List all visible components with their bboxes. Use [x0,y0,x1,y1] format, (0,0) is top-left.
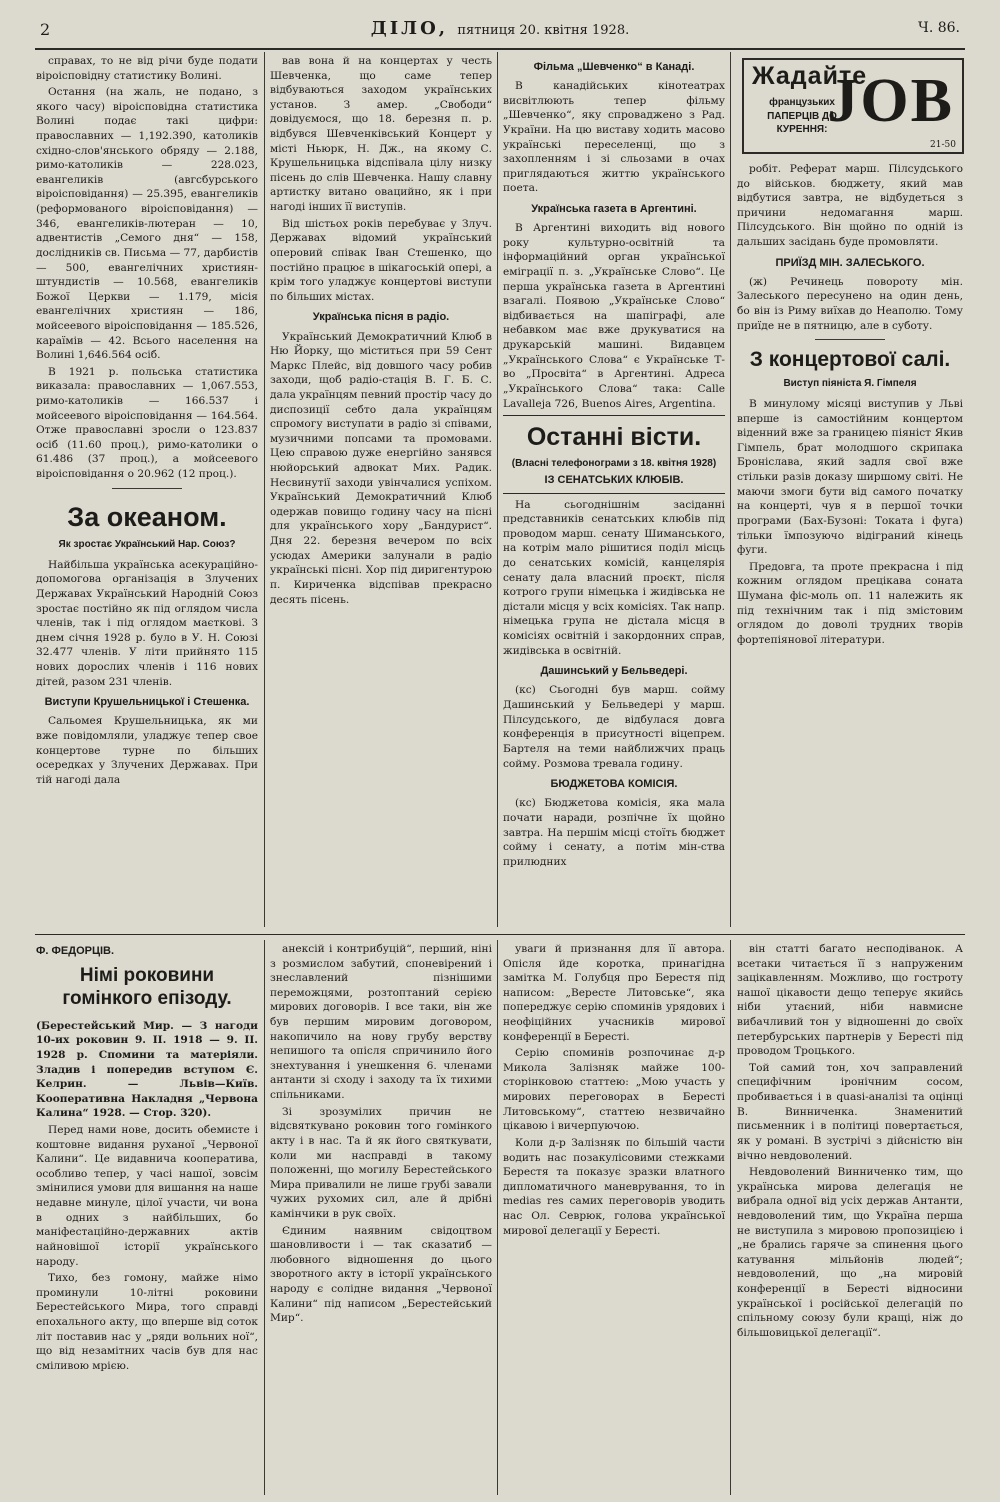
lower-column-3 [503,942,725,1494]
ad-text: французьких ПАПЕРЦІВ ДО КУРЕННЯ: [767,97,837,135]
paragraph: В Аргентині виходить від нового року культурно-освітній та інформаційний орган української еміграції п. з. „Українське Слово“. Це перша українська газета в Аргентині взагалі. Появою „Українське Слово“ відбивається на шапіграфі, але небавком має вже друкуватися на друкарській машині. Видавцем „Українського Слова“ є Українське Т-во „Просвіта“ в Аргентині. Адреса „Українського Слова“ така: Calle Lavalleja 726, Buenos Aires, Argentina. [503,222,725,410]
column-4 [737,162,963,926]
paragraph: Предовга, та проте прекрасна і під кожним оглядом прецікава соната Шумана фіс-моль оп. 11 належить як під технічним так і під змістовим оглядом до доволі трудних творів фортепіянової літератури. [737,560,963,646]
paragraph: (кс) Бюджетова комісія, яка мала почати наради, розпічне їх щойно завтра. На першім місці стоїть бюджет сойму і сенату, а потім мін-ства прилюдних [503,797,725,868]
article-heading: Фільма „Шевченко“ в Канаді. [533,61,695,73]
paragraph: робіт. Реферат марш. Пілсудського до військов. бюджету, який мав відбутися завтра, не відбудеться з причини недомагання марш. Пілсудського. Він щойно по одній із дальших засідань буде промовляти. [737,163,963,249]
paragraph: вав вона й на концертах у честь Шевченка, що саме тепер відбуваються заходом українських установ. З амер. „Свободи“ довідуємося, що 18. березня п. р. відбувся Шевченківський Концерт у місті Ньюрк, Н. Дж., на якому С. Крушельницька відспівала цілу низку пісень до слів Шевченка. Нашу славну артистку витано овацийно, як і при нагоді інших її виступів. [270,55,492,214]
section-heading: ІЗ СЕНАТСЬКИХ КЛЮБІВ. [544,474,684,487]
article-subheading: Виступ піяніста Я. Гімпеля [783,378,917,390]
paragraph: Остання (на жаль, не подано, з якого часу) віроісповідна статистика Волині подає такі цифри: православних — 1,192.390, католиків східно-слов'янського обряду — 2.188, римо-католиків — 228.023, евангеликів (авгсбурського віроісповідання) — 25.395, евангеликів (реформованого віроісповідання) — 346, евангеликів-лютеран — 10, адвентистів „Семого дня“ — 158, дослідників св. Письма — 77, дарбистів — 500, евангелічних християн-штундистів — 10.568, евангеликів Божої Церкви — 1.179, місія евангелічних християн — 186, мойсеевого віроісповідання — 185.526, караїмів — 42. Всього населення на Волині 1,646.564 осіб. [36,86,258,362]
column-divider [730,940,731,1495]
column-divider [497,52,498,927]
paragraph: (кс) Сьогодні був марш. сойму Дашинський у Бельведері у марш. Пілсудського, де відбулася довга конференція в присутності віцепрем. Бартеля на теми найближчих праць сойму. Розмова тревала годину. [503,684,725,770]
article-heading: БЮДЖЕТОВА КОМІСІЯ. [550,778,678,791]
paragraph: Український Демократичний Клюб в Ню Йорку, що міститься при 59 Сент Маркс Плейс, від довшого часу робив заходи, щоб радіо-стація В. Г. Б. С. дала українцям певний простір часу до диспозиції себто дала українцям спромогу виступати в радіо зі співами, музичними попсами та промовами. Цею справою дуже енергійно занявся нюйорський адвокат Мих. Радик. Несвинутії заходи увінчалися успіхом. Український Демократичний Клюб одержав повищо годину часу на пісні для українського хору „Бандурист“. Дня 22. березня вечером по всіх усюдах Америки залунали в радіо українські пісні. Хор під диригентурою п. Кириченка відспівав прекрасно десять пісень. [270,330,492,606]
masthead [40,18,960,39]
lower-column-4 [737,942,963,1494]
column-3 [503,54,725,926]
article-subtitle: (Власні телефонограми з 18. квітня 1928) [511,457,717,469]
paragraph: В минулому місяці виступив у Льві вперше із самостійним концертом віденний вже за границею піяніст Якив Гімпель, брат молодшого скрипака Броніслава, який задля свої вже стільки разів доказу ширшому світі. Не маючи змоги бути від самого початку на концерті, чув я в першої точки програми (Бах-Бузоні: Токата і фуга) тільки їмпозуючо відіграний кінець фуги. [737,398,963,557]
job-logo: JOB [827,67,954,135]
feuilleton-heading: Німі роковини гомінкого епізоду. [62,965,232,1009]
ad-headline: Жадайте [752,62,868,90]
paragraph: Коли д-р Залізняк по більшій части водить нас позакулісовими стежками Берестя та показує зразки влатного дипломатичного маневрування, то in medias res самих переговорів уводить нас Ол. Севрюк, голова української мирової делегації у Бересті. [503,1136,725,1237]
paragraph: Той самий тон, хоч заправлений специфічним іронічним сосом, пробивається і в quasi-аналізі та оцінці В. Винниченка. Знаменитий письменник і в політиці повертається, як у романі. В зустрічі з дійсністю він вічно невдоволений. [737,1061,963,1162]
paragraph: Тихо, без гомону, майже німо проминули 10-літні роковини Берестейського Мира, того справді епохального акту, що вперше від соток літ поставив нас у „ряди вольних ної“, що від незамітних часів був для нас сміливою мрією. [36,1272,258,1372]
paragraph: Невдоволений Винниченко тим, що українська мирова делегація не вибрала одної від усіх держав Антанти, невдоволений тим, що Україна перша не виступила з мировою пропозицією і „не брались гаряче за спинення цього катування мільйонів людей“; невдоволений, що „на мировій конференції в Бересті відносини української і російської делегацій по спільному союзу були кращі, ніж до більшовицької делегації“. [737,1166,963,1339]
paragraph: В канадійських кінотеатрах висвітлюють тепер фільму „Шевченко“, яку спроваджено з Рад. України. На цю виставу ходить масово українські переселенці, що з захопленням і зі сльозами в очах приглядаються життю українського поета. [503,80,725,195]
divider [815,339,885,340]
header-rule [35,48,965,50]
book-citation: (Берестейський Мир. — З нагоди 10-их роковин 9. II. 1918 — 9. II. 1928 р. Спомини та матеріяли. Зладив і попередив вступом Є. Келрин. — Львів—Київ. Кооперативна Накладня „Червона Калина“ 1928. — Стор. 320). [36,1019,258,1120]
author-name: Ф. ФЕДОРЦІВ. [36,945,115,957]
article-heading-za-okeanom: За океаном. [67,501,227,532]
paragraph: Зі зрозумілих причин не відсвяткувано роковин того гомінкого акту і в нас. Та й як його святкувати, коли ми насправді в такому положенні, що могилу Берестейського Мира привалили не лише грубі завали чужих рухомих сил, але й дрібні камінчики в рук своїх. [270,1105,492,1220]
paragraph: Єдиним наявним свідоцтвом шановливости і — так сказатиб — любовного відношення до цього зворотного акту в історії українського народу є солідне видання „Червоної Калини“ під написом „Берестейський Мир“. [270,1224,492,1325]
column-1 [36,54,258,926]
article-heading: Українська пісня в радіо. [312,311,450,324]
divider [112,488,182,489]
ad-code: 21-50 [930,140,956,150]
column-divider [497,940,498,1495]
article-heading: ПРИЇЗД МІН. ЗАЛЕСЬКОГО. [775,256,925,269]
paragraph: На сьогоднішнім засіданні представників сенатських клюбів під проводом марш. сенату Шиманського, на котрім мало рішитися поділ місць до сенатських комісій, канцелярія сенату дала власний проєкт, після котрого групи німецька і жидівська не дістали місця у всіх комісіях. Так напр. німецька група не дістала місця в комісіях освітній і закордонних справ, жидівська в освітній. [503,498,725,657]
page-number: 2 [40,20,51,39]
paragraph: уваги й признання для її автора. Опісля йде коротка, принагідна замітка М. Голубця про Берестя під написом: „Вересте Литовське“, яка попереджує серію споминів урядових і неофіційних учасників мирової конференції в Бересті. [503,943,725,1043]
paragraph: Сальомея Крушельницька, як ми вже повідомляли, уладжує тепер свое концертове турне по більших осередках у Злучених Державах. При тій нагоді дала [36,715,258,786]
paragraph: Найбільша українська асекураційно-допомогова організація в Злучених Державах Український Народній Союз зростає постійно як під оглядом числа членів, так і під оглядом маєткові. З днем січня 1928 р. було в У. Н. Союзі 32.477 членів. У літи прийнято 115 нових дорослих членів і 116 нових дітей, разом 231 членів. [36,558,258,688]
paragraph: анексій і контрибуцій“, перший, ніні з розмислом забутий, споневірений і знеславлений пізнішими переможцями, розтоптаний серією мирових договорів. І все таки, він же був першим мировим договором, накопичило на нову грубу верству непишого та опісля спричинило його знехтування і унешкення 6. членами антанти зі сходу і заходу та їх тихими спільниками. [270,943,492,1102]
page-header [40,18,960,44]
column-divider [264,52,265,927]
issue-number: Ч. 86. [918,20,960,36]
latest-news-box [503,415,725,493]
article-heading-concert-hall: З концертової салі. [749,348,951,372]
paragraph: Серію споминів розпочинає д-р Микола Залізняк майже 100-сторінковою статтею: „Мою участь у мирових переговорах в Бересті Литовському“, статтею незвичайно цікавою і вичерпуючою. [503,1047,725,1133]
paragraph: Перед нами нове, досить обемисте і коштовне видання руханої „Червоної Калини“. Це видавнича кооператива, особливо тепер, у часі нашої, зовсім змінилися умови для вишання на наше недавне минуле, цілої участи, чи вона в одних з найбільших, бо маніфестаційно-державних актів найновішої історії українського народу. [36,1124,258,1268]
section-rule [35,934,965,935]
paragraph: справах, то не від річи буде подати віроісповідну статистику Волині. [36,55,258,82]
job-cigarette-paper-ad [742,58,964,154]
paragraph: Від шістьох років перебуває у Злуч. Державах відомий український оперовий співак Іван Стешенко, що постійно працює в шікагоській опері, а крім того уладжує концертові виступи по більших містах. [270,217,492,303]
article-heading: Українська газета в Аргентині. [531,203,697,216]
lower-column-1 [36,942,258,1494]
article-heading: Дашинський у Бельведері. [540,665,688,678]
article-subheading: Як зростає Український Нар. Союз? [58,538,236,550]
column-divider [264,940,265,1495]
paragraph: (ж) Речинець повороту мін. Залеського пересунено на один день, бо він із Риму виїхав до Неаполю. Тому приїде не в пятницю, але в суботу. [737,275,963,332]
column-2 [270,54,492,926]
paragraph: В 1921 р. польська статистика виказала: православних — 1,067.553, римо-католиків — 166.537 і мойсеевого віроісповідання — 164.564. Отже православні зросли о 123.837 осіб (11.60 проц.), римо-католики о 61.486 (37 проц.), а мойсеевого віроісповідання о 20.962 (12 проц.). [36,365,258,481]
article-heading: Виступи Крушельницької і Стешенка. [44,696,250,709]
issue-date: пятниця 20. квітня 1928. [457,23,630,38]
lower-column-2 [270,942,492,1494]
newspaper-title: ДІЛО, [370,18,449,39]
column-divider [730,52,731,927]
paragraph: він статті багато несподіванок. А всетаки читається її з напруженим зацікавленням. Можливо, що гостроту нашої цікавости дещо теперує якийсь ніби утаєний, ніби навмисне вибачливий тон у відношенні до своїх петербурських партнерів у Бересті під проводом Троцького. [737,943,963,1058]
article-heading-ostanni-visty: Останні вісти. [526,423,702,452]
